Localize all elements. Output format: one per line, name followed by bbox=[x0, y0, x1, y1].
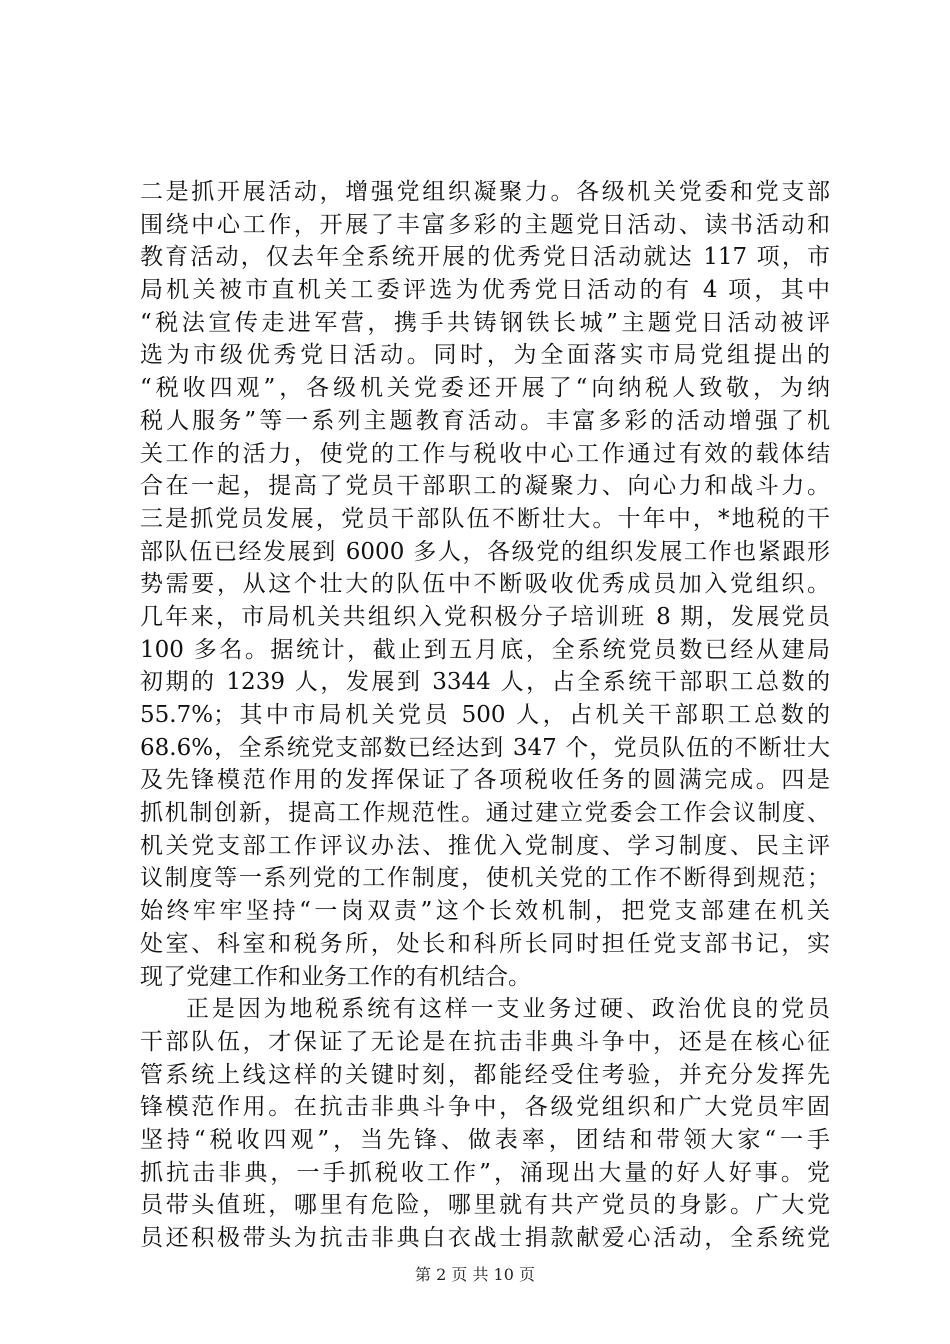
text-line: “税收四观”，各级机关党委还开展了“向纳税人致敬，为纳 bbox=[140, 375, 830, 402]
text-line: 员还积极带头为抗击非典白衣战士捐款献爱心活动，全系统党 bbox=[140, 1225, 830, 1251]
text-line: 部队伍已经发展到 6000 多人，各级党的组织发展工作也紧跟形 bbox=[140, 538, 830, 565]
text-line: 55.7%；其中市局机关党员 500 人，占机关干部职工总数的 bbox=[140, 702, 830, 728]
text-line: 处室、科室和税务所，处长和科所长同时担任党支部书记，实 bbox=[140, 930, 830, 957]
text-line: 抓机制创新，提高工作规范性。通过建立党委会工作会议制度、 bbox=[140, 800, 830, 827]
text-line: 及先锋模范作用的发挥保证了各项税收任务的圆满完成。四是 bbox=[140, 767, 830, 794]
text-line: 合在一起，提高了党员干部职工的凝聚力、向心力和战斗力。 bbox=[140, 473, 830, 500]
text-line: 管系统上线这样的关键时刻，都能经受住考验，并充分发挥先 bbox=[140, 1061, 830, 1088]
text-line: 坚持“税收四观”，当先锋、做表率，团结和带领大家“一手 bbox=[140, 1126, 830, 1153]
text-line: 现了党建工作和业务工作的有机结合。 bbox=[140, 963, 531, 990]
text-line: 局机关被市直机关工委评选为优秀党日活动的有 4 项，其中 bbox=[140, 277, 830, 304]
text-line: “税法宣传走进军营，携手共铸钢铁长城”主题党日活动被评 bbox=[140, 309, 830, 336]
text-line: 始终牢牢坚持“一岗双责”这个长效机制，把党支部建在机关 bbox=[140, 898, 830, 925]
text-line: 二是抓开展活动，增强党组织凝聚力。各级机关党委和党支部 bbox=[140, 179, 830, 205]
text-line: 教育活动，仅去年全系统开展的优秀党日活动就达 117 项，市 bbox=[140, 244, 830, 271]
text-line: 员带头值班，哪里有危险，哪里就有共产党员的身影。广大党 bbox=[140, 1192, 830, 1219]
text-line: 抓抗击非典，一手抓税收工作”，涌现出大量的好人好事。党 bbox=[140, 1159, 830, 1186]
text-line: 机关党支部工作评议办法、推优入党制度、学习制度、民主评 bbox=[140, 832, 830, 859]
text-line: 几年来，市局机关共组织入党积极分子培训班 8 期，发展党员 bbox=[140, 603, 830, 630]
text-line: 正是因为地税系统有这样一支业务过硬、政治优良的党员 bbox=[186, 996, 830, 1023]
body-text bbox=[140, 176, 830, 1255]
text-line: 初期的 1239 人，发展到 3344 人，占全系统干部职工总数的 bbox=[140, 669, 830, 696]
text-line: 选为市级优秀党日活动。同时，为全面落实市局党组提出的 bbox=[140, 342, 830, 369]
text-line: 关工作的活力，使党的工作与税收中心工作通过有效的载体结 bbox=[140, 440, 830, 467]
text-line: 干部队伍，才保证了无论是在抗击非典斗争中，还是在核心征 bbox=[140, 1028, 830, 1055]
text-line: 100 多名。据统计，截止到五月底，全系统党员数已经从建局 bbox=[140, 636, 830, 663]
text-line: 议制度等一系列党的工作制度，使机关党的工作不断得到规范； bbox=[140, 865, 830, 892]
text-line: 势需要，从这个壮大的队伍中不断吸收优秀成员加入党组织。 bbox=[140, 571, 830, 598]
text-line: 68.6%，全系统党支部数已经达到 347 个，党员队伍的不断壮大 bbox=[140, 734, 830, 761]
text-line: 税人服务”等一系列主题教育活动。丰富多彩的活动增强了机 bbox=[140, 407, 830, 434]
text-line: 锋模范作用。在抗击非典斗争中，各级党组织和广大党员牢固 bbox=[140, 1094, 830, 1121]
text-line: 三是抓党员发展，党员干部队伍不断壮大。十年中，*地税的干 bbox=[140, 505, 830, 532]
page-footer bbox=[0, 1265, 950, 1285]
text-line: 围绕中心工作，开展了丰富多彩的主题党日活动、读书活动和 bbox=[140, 211, 830, 238]
page-number: 第 2 页 共 10 页 bbox=[415, 1265, 535, 1284]
